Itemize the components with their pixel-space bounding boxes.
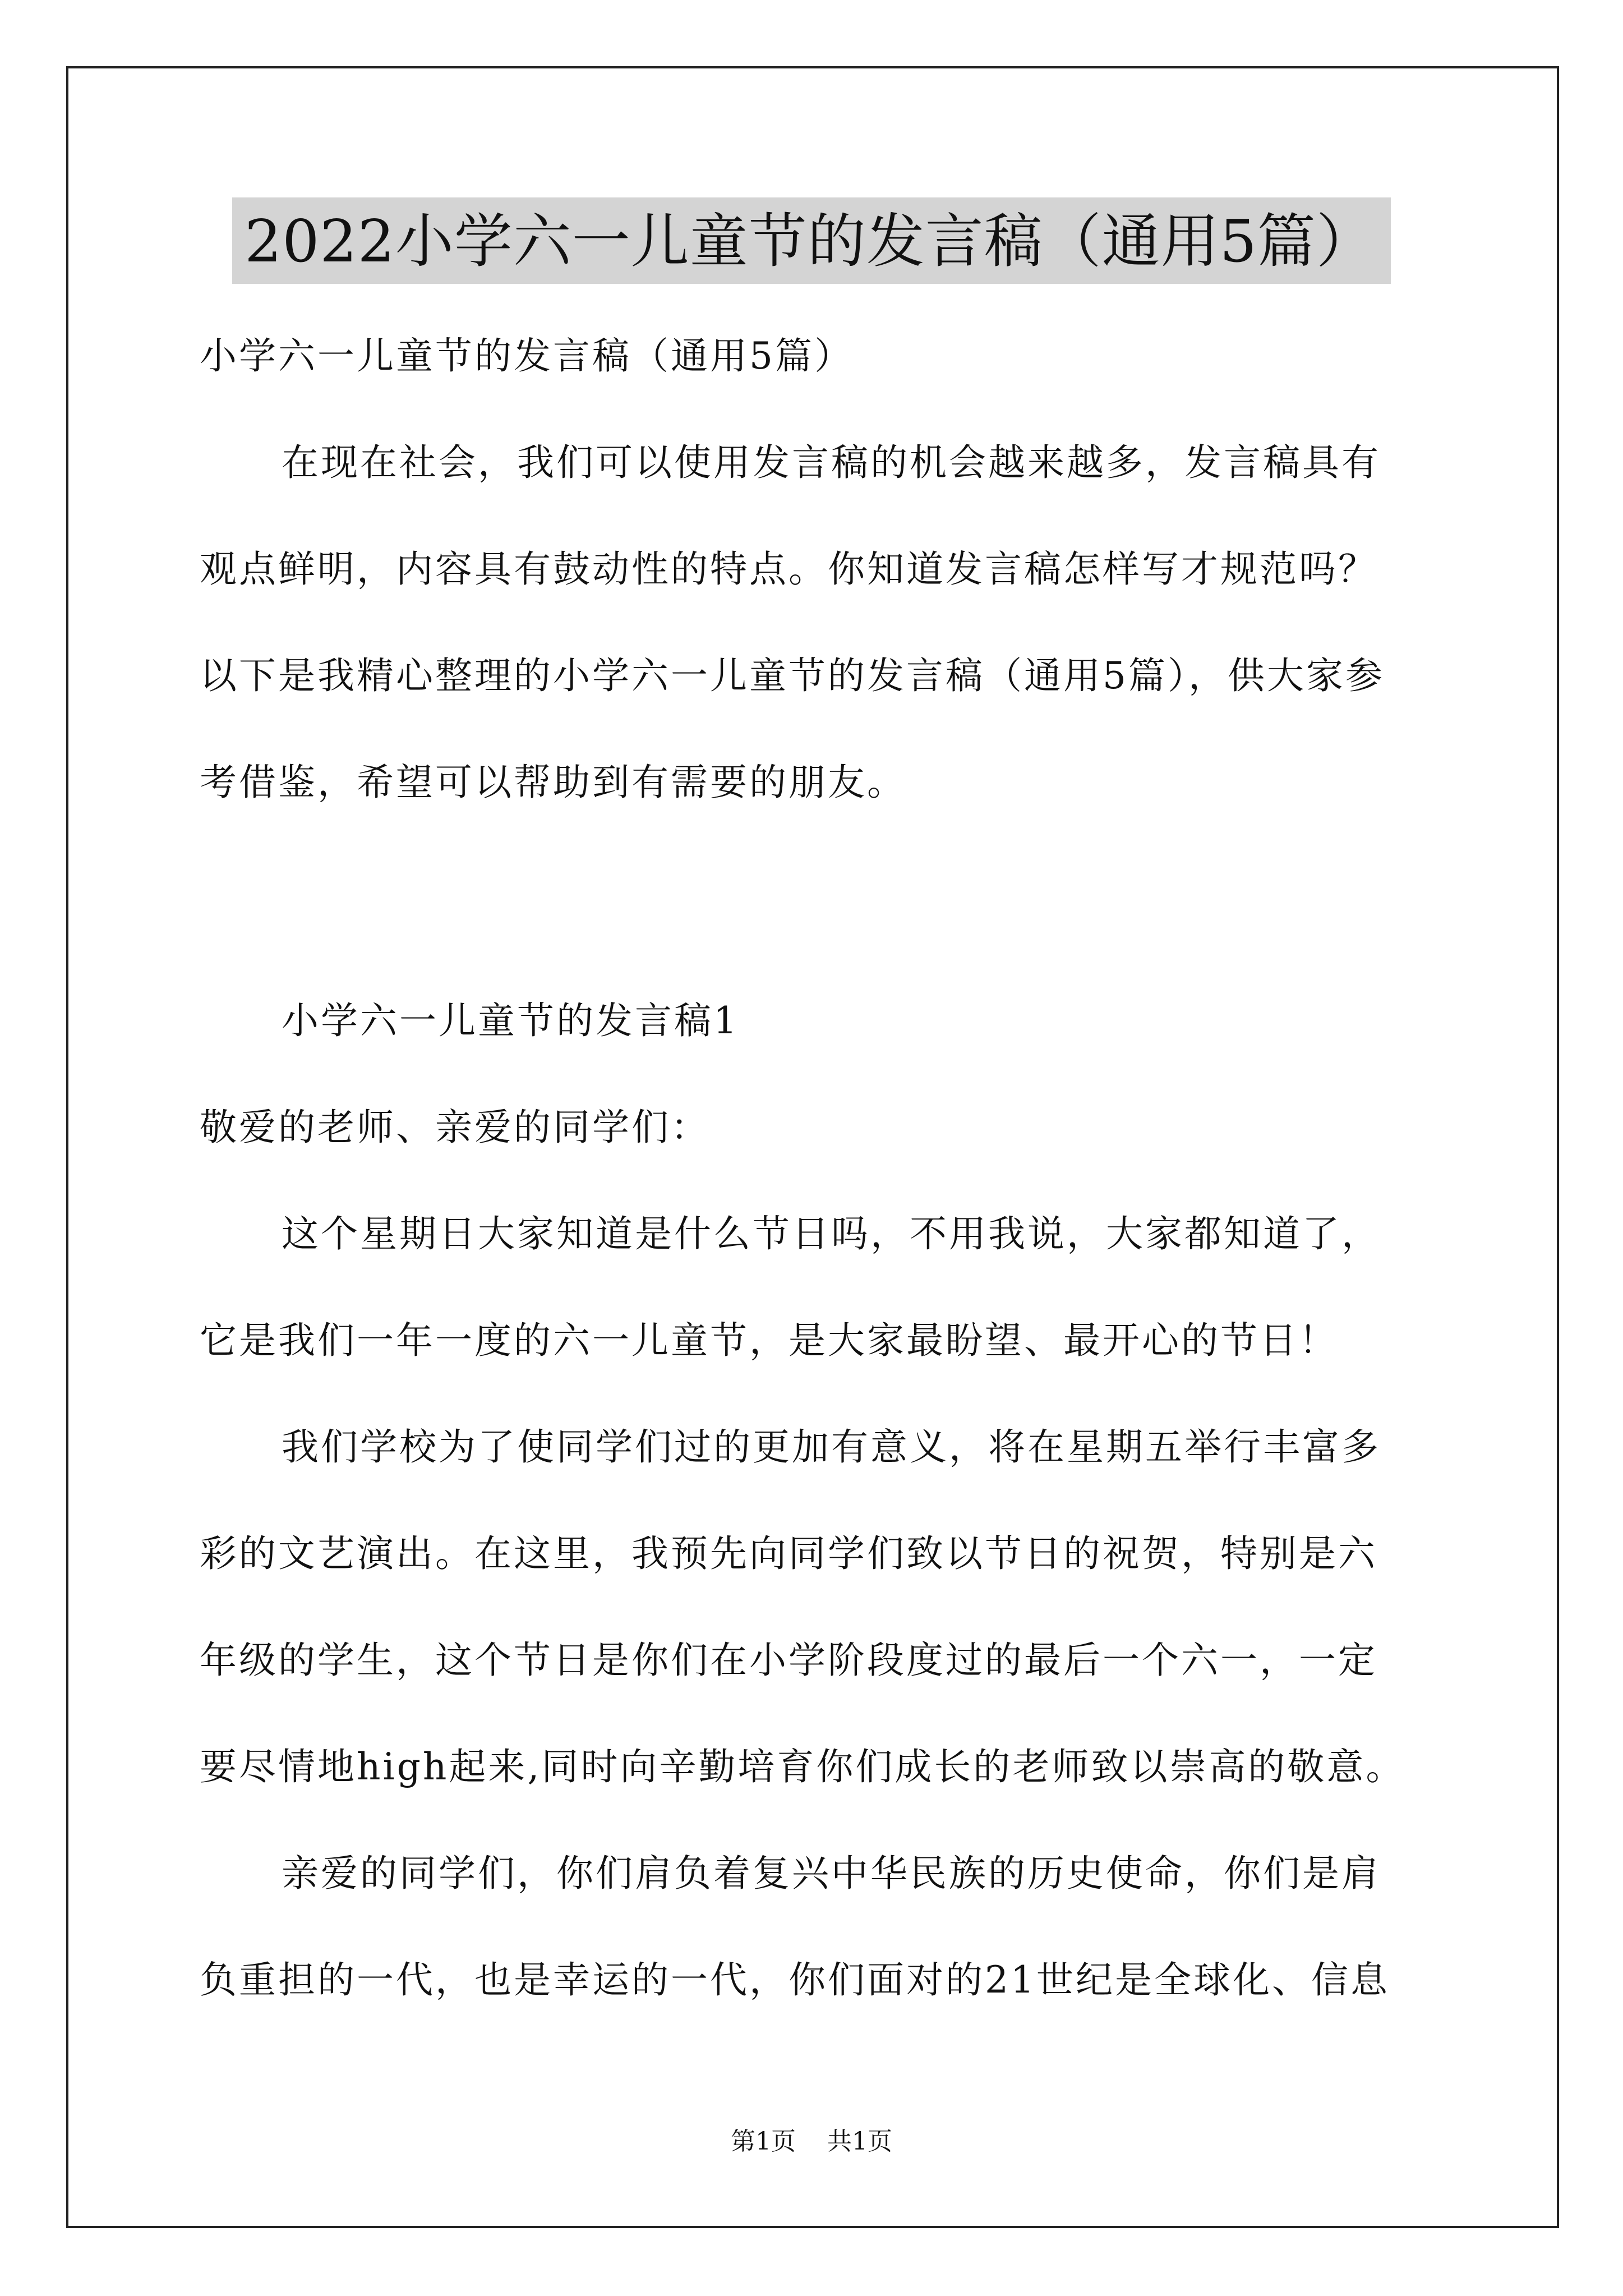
page-current: 第1页 [731,2127,796,2156]
intro-line-3: 以下是我精心整理的小学六一儿童节的发言稿（通用5篇），供大家参 [200,654,1385,697]
body-line-6: 要尽情地high起来,同时向辛勤培育你们成长的老师致以崇高的敬意。 [200,1745,1405,1788]
salutation: 敬爱的老师、亲爱的同学们： [200,1106,710,1149]
document-title: 2022小学六一儿童节的发言稿（通用5篇） [232,197,1391,284]
title-container [0,197,1623,284]
intro-line-4: 考借鉴，希望可以帮助到有需要的朋友。 [200,761,906,804]
section-heading: 小学六一儿童节的发言稿1 [282,999,739,1042]
intro-line-1: 在现在社会，我们可以使用发言稿的机会越来越多，发言稿具有 [282,441,1381,484]
body-line-2: 它是我们一年一度的六一儿童节，是大家最盼望、最开心的节日！ [200,1319,1338,1362]
body-line-7: 亲爱的同学们，你们肩负着复兴中华民族的历史使命，你们是肩 [282,1852,1381,1895]
page-footer [0,2125,1623,2159]
body-line-4: 彩的文艺演出。在这里，我预先向同学们致以节日的祝贺，特别是六 [200,1532,1377,1575]
body-line-5: 年级的学生，这个节日是你们在小学阶段度过的最后一个六一，一定 [200,1639,1377,1682]
body-line-1: 这个星期日大家知道是什么节日吗，不用我说，大家都知道了， [282,1212,1381,1255]
subtitle-line: 小学六一儿童节的发言稿（通用5篇） [200,334,854,378]
intro-line-2: 观点鲜明，内容具有鼓动性的特点。你知道发言稿怎样写才规范吗？ [200,547,1377,591]
body-line-3: 我们学校为了使同学们过的更加有意义，将在星期五举行丰富多 [282,1425,1381,1469]
page-total: 共1页 [827,2127,892,2156]
body-line-8: 负重担的一代，也是幸运的一代，你们面对的21世纪是全球化、信息 [200,1958,1390,2001]
